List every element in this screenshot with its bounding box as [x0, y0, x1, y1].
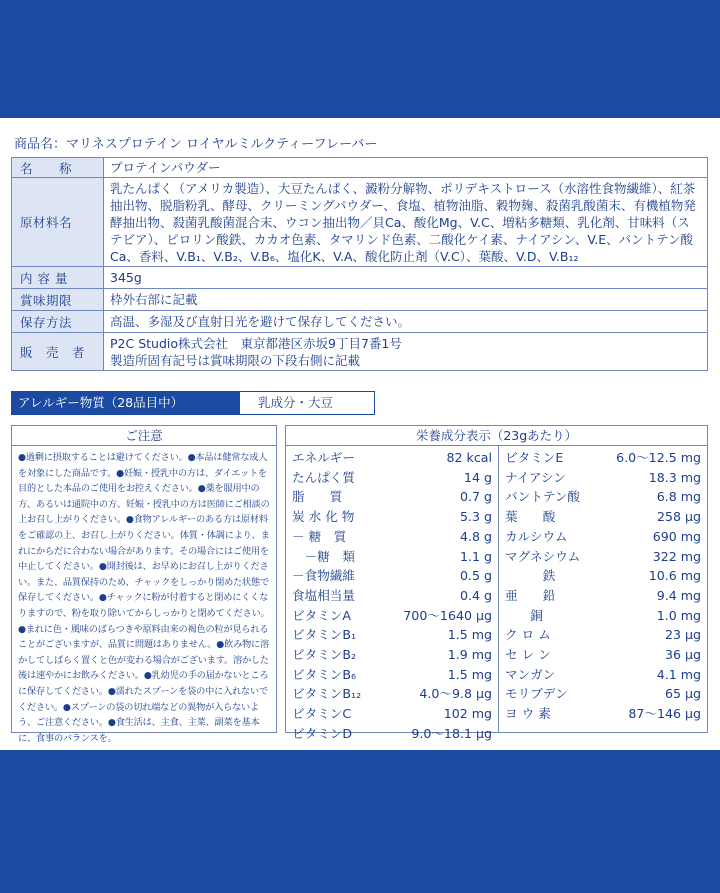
nutrient-name: パントテン酸 — [505, 489, 580, 505]
nutrient-name: ビタミンB₁ — [292, 627, 357, 643]
info-key: 保存方法 — [12, 311, 104, 333]
info-key: 原材料名 — [12, 178, 104, 267]
nutrient-name: －食物繊維 — [292, 568, 355, 584]
nutrient-name: 炭 水 化 物 — [292, 509, 355, 525]
product-info-table — [11, 157, 708, 371]
nutrient-row — [505, 468, 701, 488]
nutrient-name: マグネシウム — [505, 548, 581, 564]
nutrient-row — [292, 645, 492, 665]
nutrient-row — [505, 448, 701, 468]
allergy-value: 乳成分・大豆 — [258, 395, 334, 410]
nutrient-row — [505, 547, 701, 567]
nutrient-row — [292, 665, 492, 685]
nutrient-name: ビタミンB₂ — [292, 647, 357, 663]
nutrient-name: ビタミンB₆ — [292, 666, 357, 682]
nutrient-value: 9.4 mg — [656, 587, 701, 603]
nutrient-name: － 糖 質 — [292, 528, 347, 544]
nutrient-row — [292, 684, 492, 704]
nutrient-row — [292, 507, 492, 527]
nutrition-column-left — [286, 446, 499, 741]
allergy-box — [11, 391, 375, 415]
nutrient-row — [292, 487, 492, 507]
nutrient-value: 4.0～9.8 μg — [419, 686, 492, 702]
allergy-label: アレルギー物質（28品目中） — [12, 392, 240, 414]
nutrient-name: 亜 鉛 — [505, 587, 556, 603]
nutrient-row — [505, 704, 701, 724]
nutrient-row — [505, 625, 701, 645]
nutrient-value: 14 g — [463, 469, 492, 485]
nutrient-name: 鉄 — [505, 568, 556, 584]
nutrient-value: 690 mg — [652, 528, 701, 544]
nutrient-name: ヨ ウ 素 — [505, 706, 551, 722]
nutrient-value: 65 μg — [664, 686, 701, 702]
nutrient-row — [505, 586, 701, 606]
nutrient-value: 258 μg — [656, 509, 701, 525]
nutrient-row — [292, 724, 492, 744]
seller-line-2: 製造所固有記号は賞味期限の下段右側に記載 — [110, 352, 361, 368]
nutrient-value: 102 mg — [443, 706, 492, 722]
nutrient-value: 1.1 g — [459, 548, 492, 564]
seller-line: P2C Studio株式会社 東京都港区赤坂9丁目7番1号 — [110, 335, 402, 351]
product-name: 商品名：マリネスプロテイン ロイヤルミルクティーフレーバー — [14, 137, 378, 152]
info-row-ingredients — [12, 178, 708, 267]
nutrient-row — [505, 606, 701, 626]
nutrient-name: セ レ ン — [505, 647, 551, 663]
nutrient-value: 9.0～18.1 μg — [411, 725, 492, 741]
nutrient-value: 23 μg — [664, 627, 701, 643]
nutrient-row — [292, 606, 492, 626]
info-row-name — [12, 158, 708, 178]
info-value: 高温、多湿及び直射日光を避けて保存してください。 — [104, 311, 708, 333]
nutrient-row — [292, 468, 492, 488]
nutrient-name: たんぱく質 — [292, 469, 355, 485]
nutrient-row — [292, 566, 492, 586]
nutrient-value: 18.3 mg — [648, 469, 701, 485]
nutrient-value: 6.8 mg — [656, 489, 701, 505]
nutrient-value: 0.5 g — [459, 568, 492, 584]
info-key: 販 売 者 — [12, 333, 104, 371]
nutrient-name: エネルギー — [292, 450, 355, 465]
nutrient-value: 10.6 mg — [648, 568, 701, 584]
nutrient-value: 1.5 mg — [447, 666, 492, 682]
nutrient-value: 1.9 mg — [447, 647, 492, 663]
nutrient-value: 1.0 mg — [656, 607, 701, 623]
nutrient-name: ビタミンE — [505, 450, 564, 465]
info-key: 名 称 — [12, 158, 104, 178]
info-row-best-before — [12, 289, 708, 311]
bottom-blue-band — [0, 750, 720, 893]
nutrient-row — [505, 507, 701, 527]
nutrient-value: 700～1640 μg — [403, 607, 492, 623]
nutrition-title: 栄養成分表示（23gあたり） — [286, 426, 707, 446]
nutrient-row — [292, 527, 492, 547]
top-blue-band — [0, 0, 720, 118]
nutrient-value: 82 kcal — [446, 450, 492, 465]
info-row-seller — [12, 333, 708, 371]
info-value: プロテインパウダー — [104, 158, 708, 178]
nutrient-name: 脂 質 — [292, 489, 343, 505]
nutrient-name: ビタミンB₁₂ — [292, 686, 362, 702]
nutrient-name: 食塩相当量 — [292, 587, 355, 603]
nutrient-row — [505, 487, 701, 507]
nutrient-value: 4.8 g — [459, 528, 492, 544]
nutrient-row — [292, 547, 492, 567]
nutrient-row — [505, 665, 701, 685]
nutrient-row — [505, 684, 701, 704]
info-row-contents — [12, 267, 708, 289]
nutrient-name: ビタミンC — [292, 706, 352, 722]
nutrient-value: 0.7 g — [459, 489, 492, 505]
nutrient-row — [505, 645, 701, 665]
nutrient-value: 6.0～12.5 mg — [616, 450, 701, 465]
nutrient-row — [505, 527, 701, 547]
caution-text: ●過剰に摂取することは避けてください。●本品は健常な成人を対象にした商品です。●妊娠・授乳中の方は、ダイエットを目的とした本品のご使用をお控えください。●薬を服用中の方、あるいは通院中の方、妊娠・授乳中の方は医師にご相談の上お召し上がりください。●食物アレルギーのある方は原材料をご確認の上、お召し上がりください。体質・体調により、まれにからだに合わない場合があります。その場合にはご使用を中止してください。●開封後は、お早めにお召し上がりください。また、品質保持のため、チャックをしっかり閉めた状態で保存してください。●チャックに粉が付着すると閉めにくくなりますので、粉を取り除いてからしっかりと閉めてください。●まれに色・風味のばらつきや原料由来の褐色の粒が見られることがございますが、品質に問題はありません。●飲み物に溶かしてしばらく置くと色が変わる場合がございます。溶かした後は速やかにお飲みください。●乳幼児の手の届かないところに保存してください。●濡れたスプーンを袋の中に入れないでください。●スプーンの袋の切れ端などの異物が入らないよう、ご注意ください。●食生活は、主食、主菜、副菜を基本に、食事のバランスを。 — [18, 452, 270, 744]
info-key: 賞味期限 — [12, 289, 104, 311]
nutrient-name: －糖 類 — [292, 548, 355, 564]
caution-box — [11, 425, 277, 744]
nutrient-name: マンガン — [505, 666, 556, 682]
nutrient-row — [292, 625, 492, 645]
info-value: 345g — [104, 267, 708, 289]
nutrient-name: モリブデン — [505, 686, 568, 702]
nutrient-name: ク ロ ム — [505, 627, 551, 643]
nutrition-label-panel — [0, 118, 720, 750]
info-key: 内 容 量 — [12, 267, 104, 289]
nutrient-value: 5.3 g — [459, 509, 492, 525]
nutrition-facts-box — [285, 425, 708, 741]
caution-title: ご注意 — [12, 426, 276, 446]
info-value: 枠外右部に記載 — [104, 289, 708, 311]
nutrient-value: 322 mg — [652, 548, 701, 564]
nutrient-row — [292, 448, 492, 468]
nutrient-value: 1.5 mg — [447, 627, 492, 643]
nutrition-column-right — [499, 446, 707, 733]
nutrient-value: 4.1 mg — [656, 666, 701, 682]
nutrient-row — [505, 566, 701, 586]
nutrient-value: 87～146 μg — [628, 706, 701, 722]
info-value — [104, 333, 708, 371]
nutrient-name: ナイアシン — [505, 469, 566, 485]
nutrient-name: 銅 — [505, 607, 543, 623]
nutrient-row — [292, 704, 492, 724]
nutrient-value: 36 μg — [664, 647, 701, 663]
nutrient-value: 0.4 g — [459, 587, 492, 603]
info-value: 乳たんぱく（アメリカ製造）、大豆たんぱく、澱粉分解物、ポリデキストロース（水溶性食物繊維）、紅茶抽出物、脱脂粉乳、酵母、クリーミングパウダー、食塩、植物油脂、穀物麹、殺菌乳酸菌末、有機植物発酵抽出物、殺菌乳酸菌混合末、ウコン抽出物／貝Ca、酸化Mg、V.C、増粘多糖類、乳化剤、甘味料（ステビア）、ピロリン酸鉄、カカオ色素、タマリンド色素、二酸化ケイ素、ナイアシン、V.E、パントテン酸Ca、香料、V.B₁、V.B₂、V.B₆、塩化K、V.A、酸化防止剤（V.C）、葉酸、V.D、V.B₁₂ — [104, 178, 708, 267]
info-row-storage — [12, 311, 708, 333]
nutrient-name: ビタミンA — [292, 607, 351, 623]
nutrient-name: ビタミンD — [292, 725, 353, 741]
nutrient-name: カルシウム — [505, 528, 568, 544]
nutrient-row — [292, 586, 492, 606]
nutrient-name: 葉 酸 — [505, 509, 556, 525]
